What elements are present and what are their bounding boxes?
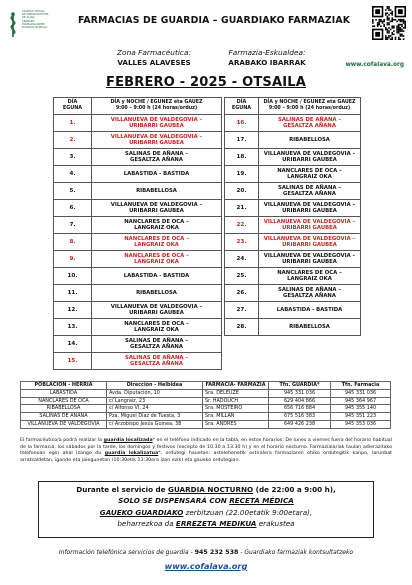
zones	[0, 48, 412, 78]
logo-line: DE ÁLAVA	[22, 16, 35, 20]
pharmacy-row	[21, 413, 391, 421]
notice-emph: RECETA MÉDICA	[229, 496, 294, 506]
info-text: * en el teléfono indicado en la tabla, en estos horarios: De lunes a viernes fuera del horario habitual de la farmacia, los sábados por la tarde, los domingos y festivos (excepto de 10.30 a 13.30 h) y en el horario nocturno. Farmazialariak taulan adierazitako telefonoan egin ahal izango du	[20, 438, 392, 457]
calendar-pharmacy: LABASTIDA - BASTIDA	[92, 166, 222, 183]
calendar-row	[54, 302, 222, 319]
calendar-day: 18.	[225, 149, 259, 166]
footer-info	[0, 549, 412, 556]
pharmacy-row	[21, 405, 391, 413]
footer-phone[interactable]: 945 232 538	[194, 549, 239, 556]
calendar-pharmacy: LABASTIDA - BASTIDA	[92, 268, 222, 285]
pharmacy-row	[21, 389, 391, 397]
notice-emph: GUARDIA NOCTURNO	[168, 485, 254, 494]
calendar-day: 14.	[54, 336, 92, 353]
notice-line-2	[39, 495, 373, 506]
notice-text: beharrezkoa da	[117, 519, 176, 529]
calendar-day: 2.	[54, 132, 92, 149]
calendar-day: 17.	[225, 132, 259, 149]
calendar-day: 9.	[54, 251, 92, 268]
calendar-row	[225, 200, 361, 217]
pharmacy-phone[interactable]: 945 355 140	[331, 405, 391, 413]
pharmacy-name: Sra. ANDRES	[203, 420, 269, 428]
pharmacy-guard-phone[interactable]: 675 516 383	[269, 413, 331, 421]
calendar-day: 5.	[54, 183, 92, 200]
calendar-row	[54, 183, 222, 200]
pharmacy-phone[interactable]: 945 364 967	[331, 397, 391, 405]
calendar-row	[225, 285, 361, 302]
calendar-day: 27.	[225, 302, 259, 319]
pharmacy-guard-phone[interactable]: 656 716 884	[269, 405, 331, 413]
calendar-row	[54, 115, 222, 132]
calendar-row	[225, 268, 361, 285]
calendar-row	[225, 251, 361, 268]
notice-line-4	[39, 518, 373, 529]
night-notice	[38, 481, 374, 538]
logo-line: FARMAZIALARIEN	[22, 22, 45, 26]
pharmacy-column-header: Tfn. Farmacia	[331, 382, 391, 390]
pharmacy-name: Sr. HADOUCH	[203, 397, 269, 405]
calendar-pharmacy: SALINAS DE AÑANA – GESALTZA AÑANA	[259, 115, 361, 132]
notice-text: (de 22:00 a 9:00 h),	[253, 485, 336, 494]
calendar-pharmacy: NANCLARES DE OCA – LANGRAIZ OKA	[92, 234, 222, 251]
calendar-day: 20.	[225, 183, 259, 200]
calendar-day: 13.	[54, 319, 92, 336]
college-logo	[6, 10, 58, 44]
zone-es-label: Zona Farmacéutica:	[116, 48, 192, 57]
caduceus-icon	[6, 12, 20, 38]
pharmacy-column-header: FARMACIA- FARMAZIA	[203, 382, 269, 390]
logo-line: ARABAKO	[22, 19, 35, 23]
column-header-day: DÍA EGUNA	[54, 98, 92, 115]
info-paragraph	[20, 438, 392, 464]
calendar-pharmacy: RIBABELLOSA	[92, 285, 222, 302]
pharmacy-name: Sra. MILLAN	[203, 413, 269, 421]
pharmacy-address: c/ Arzobispo Jesús Guinea, 38	[107, 420, 203, 428]
calendar-pharmacy: VILLANUEVA DE VALDEGOVIA – URIBARRI GAUBEA	[259, 200, 361, 217]
calendar-pharmacy: NANCLARES DE OCA – LANGRAIZ OKA	[259, 166, 361, 183]
calendar-pharmacy: SALINAS DE AÑANA – GESALTZA AÑANA	[259, 183, 361, 200]
logo-text	[22, 10, 60, 29]
calendar-row	[54, 166, 222, 183]
calendar-row	[54, 132, 222, 149]
notice-line-3	[39, 507, 373, 518]
calendar-pharmacy: SALINAS DE AÑANA – GESALTZA AÑANA	[92, 353, 222, 370]
calendar-day: 22.	[225, 217, 259, 234]
calendar-day: 26.	[225, 285, 259, 302]
pharmacy-table	[20, 381, 391, 429]
calendar-day: 7.	[54, 217, 92, 234]
calendar-pharmacy: SALINAS DE AÑANA – GESALTZA AÑANA	[92, 336, 222, 353]
pharmacy-guard-phone[interactable]: 649 426 238	[269, 420, 331, 428]
pharmacy-address: Pza. Miguel Díaz de Tuesta, 3	[107, 413, 203, 421]
calendar-day: 12.	[54, 302, 92, 319]
column-header-pharmacy: DÍA y NOCHE / EGUNEZ eta GAUEZ 9:00 – 9:00 h (24 horas/orduz)	[92, 98, 222, 115]
zone-eu-name: ARABAKO IBARRAK	[228, 57, 306, 67]
pharmacy-row	[21, 397, 391, 405]
calendar-pharmacy: NANCLARES DE OCA – LANGRAIZ OKA	[259, 268, 361, 285]
pharmacy-address: c/ Langraiz, 23	[107, 397, 203, 405]
pharmacy-name: Sra. DELEUZE	[203, 389, 269, 397]
zone-eu-label: Farmazia-Eskualdea:	[228, 48, 306, 57]
calendar-day: 4.	[54, 166, 92, 183]
info-highlight-es: guardia localizada	[103, 438, 153, 443]
pharmacy-guard-phone[interactable]: 945 331 036	[269, 389, 331, 397]
calendar-day: 19.	[225, 166, 259, 183]
calendar-day: 11.	[54, 285, 92, 302]
calendar-row	[54, 285, 222, 302]
pharmacy-address: c/ Alfonso VI, 24	[107, 405, 203, 413]
column-header-pharmacy: DÍA y NOCHE / EGUNEZ eta GAUEZ 9:00 – 9:00 h (24 horas/orduz)	[259, 98, 361, 115]
notice-text: erakustea	[256, 519, 295, 529]
notice-emph: ERREZETA MEDIKUA	[175, 519, 257, 529]
calendar-row	[225, 217, 361, 234]
pharmacy-phone[interactable]: 945 353 036	[331, 420, 391, 428]
column-header-day: DÍA EGUNA	[225, 98, 259, 115]
pharmacy-column-header: Dirección - Helbidea	[107, 382, 203, 390]
pharmacy-town: VILLANUEVA DE VALDEGOVIA	[21, 420, 107, 428]
calendar-pharmacy: VILLANUEVA DE VALDEGOVIA – URIBARRI GAUBEA	[259, 251, 361, 268]
calendar-day: 16.	[225, 115, 259, 132]
calendar-pharmacy: RIBABELLOSA	[92, 183, 222, 200]
calendar-day: 10.	[54, 268, 92, 285]
calendar-day: 24.	[225, 251, 259, 268]
calendar-day: 8.	[54, 234, 92, 251]
calendar-day: 21.	[225, 200, 259, 217]
website-link-footer[interactable]: www.cofalava.org	[164, 561, 248, 571]
pharmacy-column-header: POBLACIÓN - HERRIA	[21, 382, 107, 390]
zone-eu	[218, 48, 316, 67]
pharmacy-town: SALINAS DE AÑANA	[21, 413, 107, 421]
calendar-row	[54, 353, 222, 370]
month-label: FEBRERO - 2025 - OTSAILA	[105, 75, 307, 90]
calendar-day: 15.	[54, 353, 92, 370]
calendar-pharmacy: NANCLARES DE OCA – LANGRAIZ OKA	[92, 319, 222, 336]
info-highlight-eu: guardia lokalizatua	[104, 451, 159, 457]
calendar-day: 3.	[54, 149, 92, 166]
calendar-pharmacy: NANCLARES DE OCA – LANGRAIZ OKA	[92, 251, 222, 268]
calendar-row	[225, 149, 361, 166]
calendar-pharmacy: VILLANUEVA DE VALDEGOVIA – URIBARRI GAUBEA	[259, 217, 361, 234]
pharmacy-guard-phone[interactable]: 629 404 866	[269, 397, 331, 405]
qr-code-icon[interactable]	[372, 6, 406, 40]
calendar-pharmacy: NANCLARES DE OCA – LANGRAIZ OKA	[92, 217, 222, 234]
footer-text: - Guardiako farmaziak kontsultatzeko	[238, 549, 354, 556]
pharmacy-town: LABASTIDA	[21, 389, 107, 397]
calendar-row	[225, 132, 361, 149]
calendar-row	[54, 217, 222, 234]
zone-es-name: VALLES ALAVESES	[117, 57, 191, 67]
calendar-pharmacy: RIBABELLOSA	[259, 132, 361, 149]
notice-text: zerbitzuan (22.00etatik 9:00etara),	[183, 507, 313, 517]
calendar-day: 23.	[225, 234, 259, 251]
pharmacy-name: Sra. MOSTEIRO	[203, 405, 269, 413]
calendar-row	[54, 336, 222, 353]
calendar-row	[54, 149, 222, 166]
calendar-day: 1.	[54, 115, 92, 132]
calendar-left	[53, 97, 222, 370]
notice-emph: GAUEKO GUARDIAKO	[99, 507, 184, 517]
calendar-row	[54, 200, 222, 217]
calendar-pharmacy: LABASTIDA - BASTIDA	[259, 302, 361, 319]
calendar-pharmacy: SALINAS DE AÑANA – GESALTZA AÑANA	[259, 285, 361, 302]
page-title: FARMACIAS DE GUARDIA – GUARDIAKO FARMAZIAK	[78, 15, 351, 26]
website-link-top[interactable]: www.cofalava.org	[345, 62, 404, 68]
notice-text: Durante el servicio de	[76, 485, 169, 494]
calendar-row	[54, 319, 222, 336]
calendar-pharmacy: SALINAS DE AÑANA – GESALTZA AÑANA	[92, 149, 222, 166]
calendar-row	[225, 319, 361, 336]
calendar-pharmacy: VILLANUEVA DE VALDEGOVIA – URIBARRI GAUBEA	[259, 149, 361, 166]
pharmacy-column-header: Tfn. GUARDIA*	[269, 382, 331, 390]
calendar-row	[225, 234, 361, 251]
calendar-pharmacy: VILLANUEVA DE VALDEGOVIA – URIBARRI GAUBEA	[259, 234, 361, 251]
calendar-pharmacy: VILLANUEVA DE VALDEGOVIA – URIBARRI GAUBEA	[92, 132, 222, 149]
calendar-day: 28.	[225, 319, 259, 336]
pharmacy-row	[21, 420, 391, 428]
info-text: *, ordutegi hauetan: astelehenetik ostiralera farmaziaren ohiko ordutegitik kanpo, larunbat arratsaldetan, igande eta jaiegunetan (10:30etik 13:30era izan ezik) eta gaueko ordutegian.	[20, 451, 392, 463]
header	[6, 6, 406, 48]
pharmacy-address: Avda. Diputación, 10	[107, 389, 203, 397]
calendar-row	[225, 166, 361, 183]
calendar-pharmacy: RIBABELLOSA	[259, 319, 361, 336]
pharmacy-phone[interactable]: 945 331 036	[331, 389, 391, 397]
calendar-pharmacy: VILLANUEVA DE VALDEGOVIA – URIBARRI GAUBEA	[92, 200, 222, 217]
info-text: El farmacéutico/a podrá realizar la	[20, 438, 104, 443]
calendar-row	[54, 234, 222, 251]
footer-text: Información telefónica servicios de guardia -	[58, 549, 195, 556]
calendar-day: 6.	[54, 200, 92, 217]
notice-text: SOLO SE DISPENSARÁ CON	[118, 496, 230, 506]
calendar-pharmacy: VILLANUEVA DE VALDEGOVIA – URIBARRI GAUBEA	[92, 302, 222, 319]
pharmacy-phone[interactable]: 945 351 223	[331, 413, 391, 421]
logo-line: COLEGIO OFICIAL	[22, 10, 45, 13]
calendar-row	[225, 183, 361, 200]
calendar-day: 25.	[225, 268, 259, 285]
logo-line: ELKARGO OFIZIALA	[22, 26, 48, 30]
calendar-row	[54, 251, 222, 268]
logo-line: DE FARMACÉUTICOS	[22, 13, 49, 17]
calendar-right	[224, 97, 361, 336]
calendar-row	[225, 302, 361, 319]
zone-es	[108, 48, 200, 67]
month-heading	[0, 75, 412, 90]
pharmacy-town: RIBABELLOSA	[21, 405, 107, 413]
notice-line-1	[39, 484, 373, 495]
calendar-row	[54, 268, 222, 285]
pharmacy-town: NANCLARES DE OCA	[21, 397, 107, 405]
calendar-row	[225, 115, 361, 132]
calendar-pharmacy: VILLANUEVA DE VALDEGOVIA – URIBARRI GAUBEA	[92, 115, 222, 132]
